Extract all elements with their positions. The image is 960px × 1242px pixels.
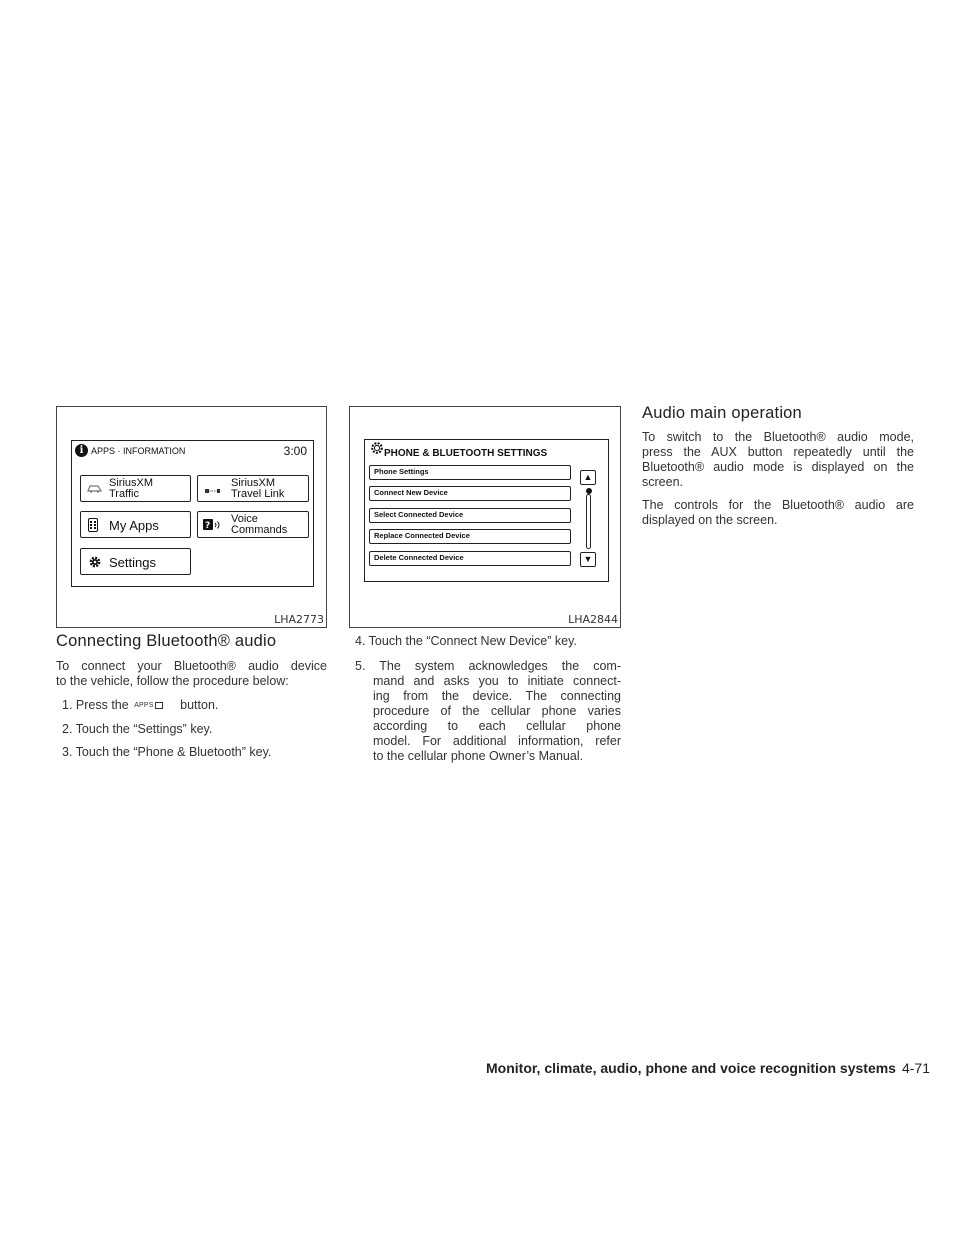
button-label-line2: Traffic: [109, 488, 139, 500]
intro-line-2: to the vehicle, follow the procedure below:: [56, 674, 289, 688]
siriusxm-traffic-button[interactable]: [80, 475, 191, 502]
button-label: Settings: [109, 555, 156, 570]
travel-link-icon: [205, 485, 221, 497]
apps-grid-icon: [88, 518, 98, 534]
traffic-icon: [87, 483, 103, 495]
step-5-line-7: to the cellular phone Owner’s Manual.: [373, 749, 584, 763]
page-number: 4-71: [901, 1060, 930, 1076]
step-1-post: button.: [180, 698, 219, 713]
section-heading-audio-main-operation: Audio main operation: [642, 404, 802, 422]
menu-item-delete-connected-device[interactable]: Delete Connected Device: [369, 551, 571, 566]
step-2: 2. Touch the “Settings” key.: [62, 722, 213, 736]
apps-information-screen: [71, 440, 314, 587]
scroll-up-button[interactable]: ▲: [580, 470, 596, 485]
apps-button-icon: [134, 698, 162, 714]
menu-item-connect-new-device[interactable]: Connect New Device: [369, 486, 571, 501]
menu-item-select-connected-device[interactable]: Select Connected Device: [369, 508, 571, 523]
step-1-pre: 1. Press the: [62, 698, 129, 713]
step-5-line-4: procedure of the cellular phone varies: [373, 704, 621, 718]
button-label-line1: SiriusXM: [231, 477, 276, 489]
settings-button[interactable]: [80, 548, 191, 575]
gear-icon: [370, 441, 384, 458]
my-apps-button[interactable]: [80, 511, 191, 538]
step-5-line-1: 5. The system acknowledges the com-: [355, 659, 621, 673]
para1-line-1: To switch to the Bluetooth® audio mode,: [642, 430, 914, 444]
step-5-line-3: ing from the device. The connecting: [373, 689, 621, 703]
figure-apps-information: [56, 406, 327, 628]
figure-phone-bluetooth-settings: [349, 406, 621, 628]
para1-line-4: screen.: [642, 475, 683, 489]
svg-text:?: ?: [205, 521, 211, 531]
chapter-title: Monitor, climate, audio, phone and voice recognition systems: [486, 1060, 896, 1076]
step-5-line-5: according to each cellular phone: [373, 719, 621, 733]
screen-title: APPS · INFORMATION: [91, 446, 186, 456]
section-heading-connecting-bluetooth: Connecting Bluetooth® audio: [56, 632, 277, 650]
step-1: [62, 698, 327, 714]
para1-line-2: press the AUX button repeatedly until the: [642, 445, 914, 459]
para2-line-1: The controls for the Bluetooth® audio are: [642, 498, 914, 512]
step-5-line-6: model. For additional information, refer: [373, 734, 621, 748]
button-label-line2: Commands: [231, 524, 288, 536]
menu-item-phone-settings[interactable]: Phone Settings: [369, 465, 571, 480]
siriusxm-travel-link-button[interactable]: [197, 475, 309, 502]
para1-line-3: Bluetooth® audio mode is displayed on the: [642, 460, 914, 474]
button-label-line1: SiriusXM: [109, 477, 154, 489]
scroll-down-button[interactable]: ▼: [580, 552, 596, 567]
gear-icon: [88, 555, 102, 571]
scrollbar-track[interactable]: [586, 494, 591, 549]
button-label-line1: Voice: [231, 513, 258, 525]
voice-icon: [203, 518, 223, 534]
phone-bluetooth-settings-screen: [364, 439, 609, 582]
voice-commands-button[interactable]: [197, 511, 309, 538]
menu-item-replace-connected-device[interactable]: Replace Connected Device: [369, 529, 571, 544]
info-icon: i: [75, 444, 88, 457]
button-label-line2: Travel Link: [231, 488, 285, 500]
figure-label: LHA2773: [274, 613, 324, 626]
button-label: My Apps: [109, 518, 159, 533]
step-5-line-2: mand and asks you to initiate connect-: [373, 674, 621, 688]
page-footer: [486, 1060, 930, 1076]
clock: 3:00: [283, 444, 307, 458]
figure-label: LHA2844: [568, 613, 618, 626]
apps-glyph-text: APPS: [134, 702, 154, 709]
para2-line-2: displayed on the screen.: [642, 513, 778, 527]
step-4: 4. Touch the “Connect New Device” key.: [355, 634, 577, 648]
intro-line-1: To connect your Bluetooth® audio device: [56, 659, 327, 673]
step-3: 3. Touch the “Phone & Bluetooth” key.: [62, 745, 272, 759]
screen-title: PHONE & BLUETOOTH SETTINGS: [384, 448, 548, 459]
